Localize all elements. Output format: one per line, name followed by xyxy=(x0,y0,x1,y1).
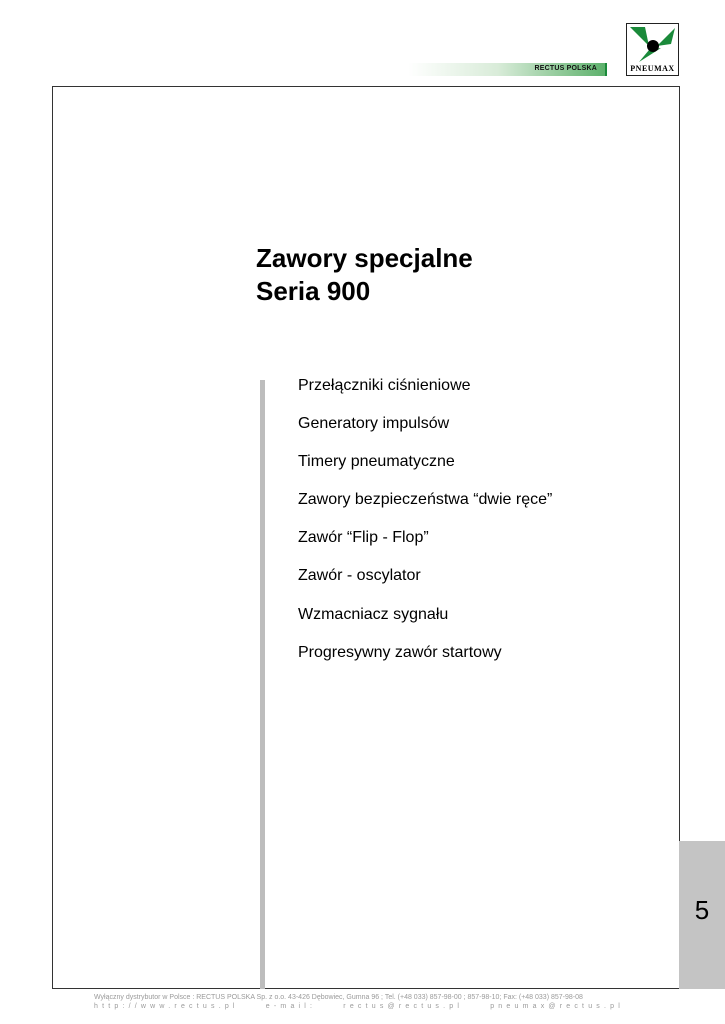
header-label: RECTUS POLSKA xyxy=(534,65,597,72)
product-list xyxy=(298,375,552,680)
list-item: Zawór - oscylator xyxy=(298,567,421,585)
list-item: Progresywny zawór startowy xyxy=(298,643,502,661)
list-item: Zawory bezpieczeństwa “dwie ręce” xyxy=(298,491,553,509)
header-bar xyxy=(408,63,607,76)
footer-distributor: Wyłączny dystrybutor w Polsce : RECTUS POLSKA Sp. z o.o. 43-426 Dębowiec, Gumna 96 ; Tel. (+48 033) 857-98-00 ; 857-98-10; Fax: (+48 033) 857-98-08 xyxy=(94,994,583,1001)
footer-email-2: pneumax@rectus.pl xyxy=(490,1003,624,1010)
chapter-tab xyxy=(679,841,725,989)
title-line-1: Zawory specjalne xyxy=(256,243,473,273)
list-item: Przełączniki ciśnieniowe xyxy=(298,377,471,394)
list-item: Zawór “Flip - Flop” xyxy=(298,529,429,547)
list-item: Generatory impulsów xyxy=(298,415,450,433)
footer-contacts xyxy=(94,1002,624,1011)
footer-website: http://www.rectus.pl xyxy=(94,1003,239,1010)
footer-email-1: rectus@rectus.pl xyxy=(343,1003,464,1010)
footer xyxy=(94,993,624,1011)
logo-text: PNEUMAX xyxy=(630,64,675,73)
list-item: Wzmacniacz sygnału xyxy=(298,605,449,623)
page-title xyxy=(256,242,473,308)
chapter-number: 5 xyxy=(694,895,710,925)
pneumax-logo xyxy=(626,23,679,76)
list-item: Timery pneumatyczne xyxy=(298,453,455,471)
footer-email-label: e-mail: xyxy=(265,1003,317,1010)
pneumax-logo-icon xyxy=(627,24,678,64)
title-line-2: Seria 900 xyxy=(256,276,371,306)
vertical-divider xyxy=(260,380,265,989)
header-bar-edge xyxy=(605,63,607,76)
